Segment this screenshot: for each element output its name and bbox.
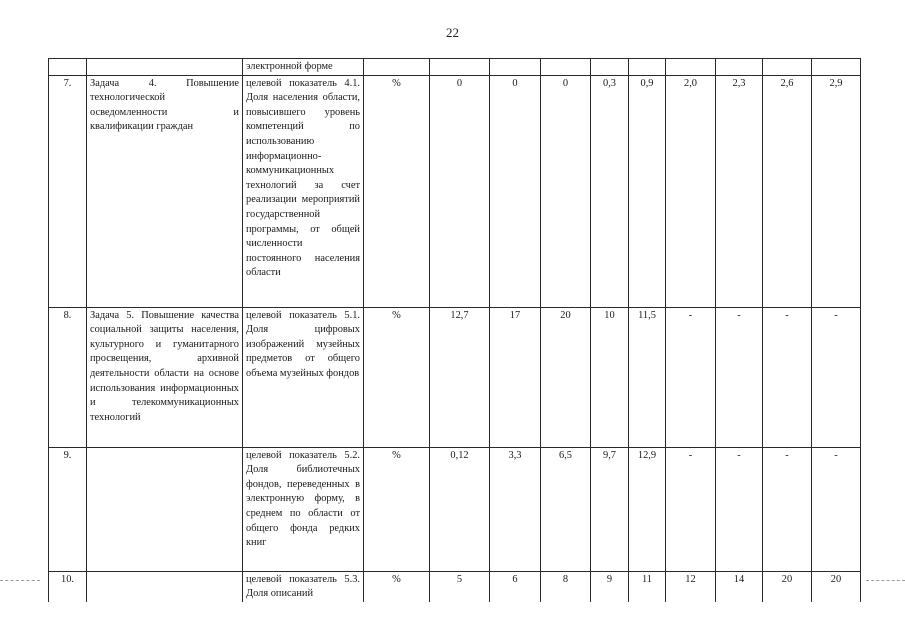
indicator-cell: целевой показатель 4.1. Доля населения области, повысившего уровень компетенций по использованию информационно-коммуникационных технологий за счет реализации мероприятий государственной программы, от общей численности постоянного населения области: [243, 75, 364, 307]
scan-edge-line-left: [0, 580, 40, 581]
value-cell: 11,5: [629, 307, 666, 447]
task-cell: [87, 571, 243, 602]
value-cell: -: [716, 307, 763, 447]
value-cell: 0,9: [629, 75, 666, 307]
value-cell: 12: [666, 571, 716, 602]
value-cell: 12,7: [430, 307, 490, 447]
value-cell: 0: [541, 75, 591, 307]
row-number: 9.: [49, 447, 87, 571]
value-cell: 9,7: [591, 447, 629, 571]
value-cell: -: [812, 447, 861, 571]
value-cell: 2,9: [812, 75, 861, 307]
table-row-continuation: [49, 59, 861, 76]
value-cell: 2,3: [716, 75, 763, 307]
value-cell: 0,3: [591, 75, 629, 307]
value-cell: -: [666, 307, 716, 447]
value-cell: 2,6: [763, 75, 812, 307]
value-cell: 10: [591, 307, 629, 447]
value-cell: -: [666, 447, 716, 571]
table-row: [49, 571, 861, 602]
value-cell: 20: [541, 307, 591, 447]
table-row: [49, 307, 861, 447]
value-cell: -: [763, 447, 812, 571]
value-cell: 11: [629, 571, 666, 602]
indicators-table: [48, 58, 861, 602]
unit-cell: %: [364, 307, 430, 447]
indicator-cell: целевой показатель 5.3. Доля описаний: [243, 571, 364, 602]
table-row: [49, 447, 861, 571]
indicator-continuation: электронной форме: [243, 59, 364, 76]
value-cell: 6: [490, 571, 541, 602]
row-number: 10.: [49, 571, 87, 602]
value-cell: -: [716, 447, 763, 571]
scan-edge-line-right: [866, 580, 905, 581]
unit-cell: %: [364, 447, 430, 571]
value-cell: 0: [430, 75, 490, 307]
value-cell: 2,0: [666, 75, 716, 307]
task-cell: Задача 4. Повышение технологической осведомленности и квалификации граждан: [87, 75, 243, 307]
value-cell: 14: [716, 571, 763, 602]
unit-cell: %: [364, 571, 430, 602]
indicator-cell: целевой показатель 5.2. Доля библиотечных фондов, переведенных в электронную форму, в среднем по области от общего фонда редких книг: [243, 447, 364, 571]
value-cell: -: [763, 307, 812, 447]
task-cell: Задача 5. Повышение качества социальной защиты населения, культурного и гуманитарного просвещения, архивной деятельности области на основе использования информационных и телекоммуникационных технологий: [87, 307, 243, 447]
indicator-cell: целевой показатель 5.1. Доля цифровых изображений музейных предметов от общего объема музейных фондов: [243, 307, 364, 447]
value-cell: 8: [541, 571, 591, 602]
value-cell: 20: [812, 571, 861, 602]
value-cell: 5: [430, 571, 490, 602]
value-cell: 0: [490, 75, 541, 307]
table-row: [49, 75, 861, 307]
value-cell: 9: [591, 571, 629, 602]
page-number: 22: [446, 25, 459, 40]
value-cell: 0,12: [430, 447, 490, 571]
row-number: 7.: [49, 75, 87, 307]
task-cell: [87, 447, 243, 571]
value-cell: 20: [763, 571, 812, 602]
unit-cell: %: [364, 75, 430, 307]
row-number: 8.: [49, 307, 87, 447]
value-cell: 6,5: [541, 447, 591, 571]
value-cell: -: [812, 307, 861, 447]
value-cell: 12,9: [629, 447, 666, 571]
value-cell: 3,3: [490, 447, 541, 571]
value-cell: 17: [490, 307, 541, 447]
